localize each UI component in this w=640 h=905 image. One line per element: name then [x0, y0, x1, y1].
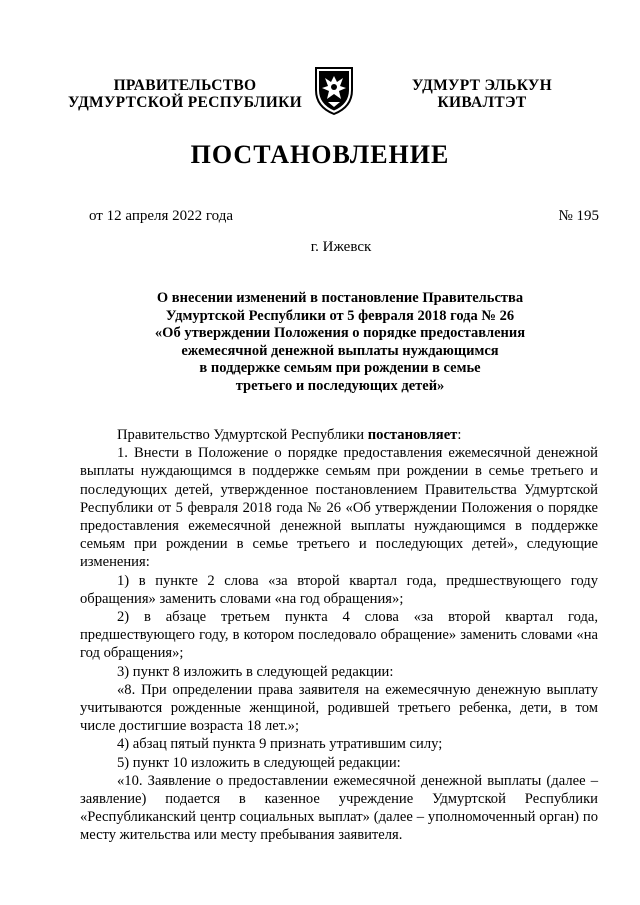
- subject-line: О внесении изменений в постановление Правительства: [156, 290, 524, 306]
- issuer-udmurt-line1: УДМУРТ ЭЛЬКУН: [412, 77, 552, 94]
- body-paragraph: 1) в пункте 2 слова «за второй квартал года, предшествующего году обращения» заменить словами «на год обращения»;: [80, 572, 598, 607]
- subject-line: в поддержке семьям при рождении в семье: [199, 360, 481, 377]
- body-paragraph: 2) в абзаце третьем пункта 4 слова «за второй квартал года, предшествующего году, в котором последовало обращение» заменить словами «на год обращения»;: [80, 609, 598, 662]
- document-title: ПОСТАНОВЛЕНИЕ: [190, 140, 450, 169]
- body-paragraph: 5) пункт 10 изложить в следующей редакции:: [117, 754, 401, 771]
- intro-paragraph: [80, 426, 598, 444]
- body-paragraph: 1. Внести в Положение о порядке предоставления ежемесячной денежной выплаты нуждающимся в поддержке семьям при рождении в семье третьего и последующих детей, утвержденное постановлением Правительства Удмуртской Республики от 5 февраля 2018 года № 26 «Об утверждении Положения о порядке предоставления ежемесячной денежной выплаты нуждающимся в поддержке семьям при рождении в семье третьего и последующих детей», следующие изменения:: [80, 445, 598, 571]
- issuer-udmurt-line2: КИВАЛТЭТ: [437, 94, 527, 111]
- document-date: от 12 апреля 2022 года: [89, 208, 234, 224]
- body-paragraph: 3) пункт 8 изложить в следующей редакции:: [117, 663, 394, 680]
- subject-line: Удмуртской Республики от 5 февраля 2018 года № 26: [165, 307, 515, 324]
- issuer-russian-line1: ПРАВИТЕЛЬСТВО: [113, 77, 257, 94]
- subject-line: ежемесячной денежной выплаты нуждающимся: [181, 342, 499, 359]
- body-paragraph: «8. При определении права заявителя на ежемесячную денежную выплату учитываются рожденные женщиной, родившей третьего ребенка, дети, в том числе достигшие возраста 18 лет.»;: [80, 681, 598, 735]
- issuer-udmurt: [408, 77, 556, 111]
- subject-line: третьего и последующих детей»: [235, 377, 445, 394]
- intro-text: Правительство Удмуртской Республики: [117, 427, 368, 443]
- intro-end: :: [457, 427, 462, 443]
- intro-verb: постановляет: [367, 427, 458, 443]
- body-paragraph: «10. Заявление о предоставлении ежемесячной денежной выплаты (далее – заявление) подается в казенное учреждение Удмуртской Республики «Республиканский центр социальных выплат» (далее – уполномоченный орган) по месту жительства или месту пребывания заявителя.: [80, 772, 598, 844]
- body-paragraph: 4) абзац пятый пункта 9 признать утратившим силу;: [117, 736, 443, 753]
- issuer-russian-line2: УДМУРТСКОЙ РЕСПУБЛИКИ: [67, 94, 302, 111]
- document-body: [80, 426, 598, 845]
- document-subject: [100, 290, 580, 396]
- issuer-russian: [62, 77, 308, 111]
- document-city: г. Ижевск: [310, 239, 372, 255]
- coat-of-arms-emblem-icon: [313, 64, 355, 116]
- subject-line: «Об утверждении Положения о порядке предоставления: [154, 325, 526, 342]
- document-number: № 195: [558, 208, 599, 224]
